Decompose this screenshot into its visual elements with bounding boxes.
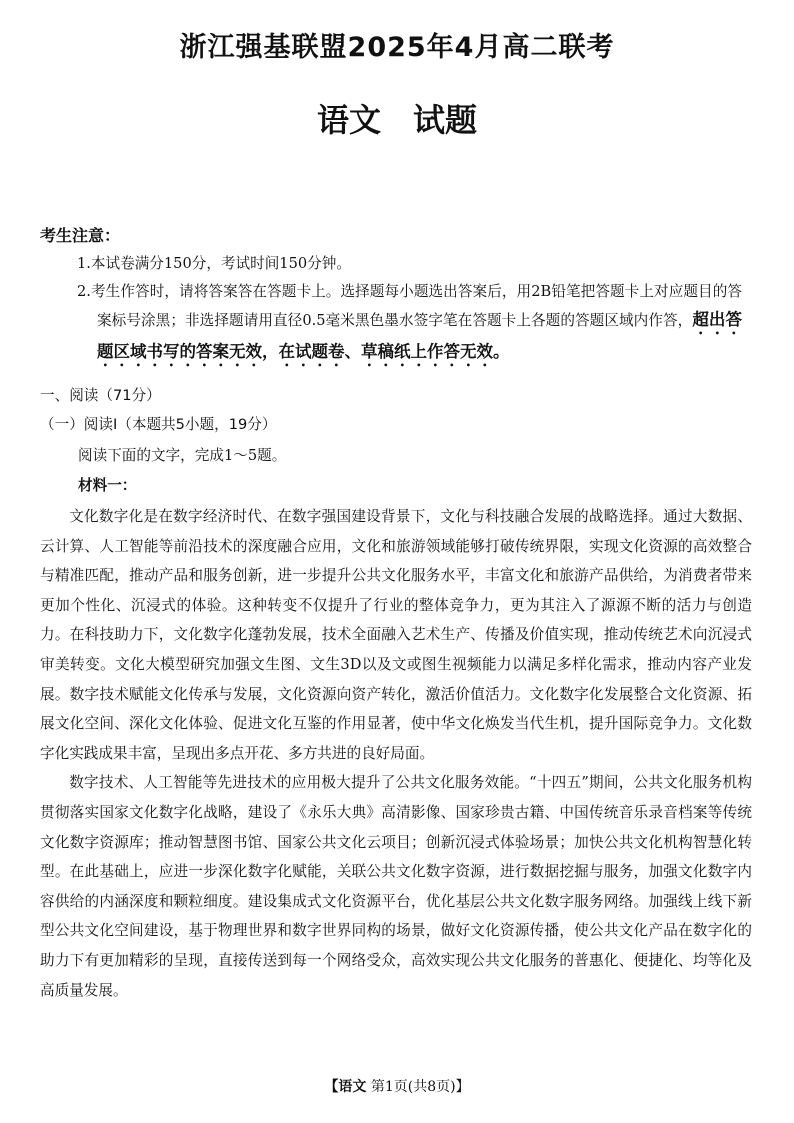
material-body [40,502,752,1005]
notice-item-1: 1.本试卷满分150分，考试时间150分钟。 [77,255,351,272]
notice-item-2 [77,278,742,370]
subject-title: 语文 试题 [316,101,477,139]
reading-heading: （一）阅读Ⅰ（本题共5小题，19分） [40,416,277,433]
section-heading: 一、阅读（71分） [40,387,161,404]
notice-list [77,250,742,370]
page-footer [0,1076,794,1098]
material-paragraph-1: 文化数字化是在数字经济时代、在数字强国建设背景下，文化与科技融合发展的战略选择。通过大数据、云计算、人工智能等前沿技术的深度融合应用，文化和旅游领域能够打破传统界限，实现文化资源的高效整合与精准匹配，推动产品和服务创新，进一步提升公共文化服务水平，丰富文化和旅游产品供给，为消费者带来更加个性化、沉浸式的体验。这种转变不仅提升了行业的整体竞争力，更为其注入了源源不断的活力与创造力。在科技助力下，文化数字化蓬勃发展，技术全面融入艺术生产、传播及价值实现，推动传统艺术向沉浸式审美转变。文化大模型研究加强文生图、文生3D以及文或图生视频能力以满足多样化需求，推动内容产业发展。数字技术赋能文化传承与发展，文化资源向资产转化，激活价值活力。文化数字化发展整合文化资源、拓展文化空间、深化文化体验、促进文化互鉴的作用显著，使中华文化焕发当代生机，提升国际竞争力。文化数字化实践成果丰富，呈现出多点开花、多方共进的良好局面。 [40,508,752,762]
exam-title: 浙江强基联盟2025年4月高二联考 [179,32,615,63]
notice-item-2-text: 2.考生作答时，请将答案答在答题卡上。选择题每小题选出答案后，用2B铅笔把答题卡上对应题目的答案标号涂黑；非选择题请用直径0.5毫米黑色墨水签字笔在答题卡上各题的答题区域内作答， [77,283,742,329]
material-label: 材料一： [78,477,137,494]
footer-page-info: 第1页(共8页)】 [370,1079,470,1095]
footer-subject: 【语文 [324,1079,367,1095]
reading-instruction: 阅读下面的文字，完成1～5题。 [78,447,287,464]
notice-item-2-emphasis: 超出答题区域书写的答案无效，在试题卷、草稿纸上作答无效。 [97,310,743,361]
material-paragraph-2: 数字技术、人工智能等先进技术的应用极大提升了公共文化服务效能。“十四五”期间，公共文化服务机构贯彻落实国家文化数字化战略，建设了《永乐大典》高清影像、国家珍贵古籍、中国传统音乐录音档案等传统文化数字资源库；推动智慧图书馆、国家公共文化云项目；创新沉浸式体验场景；加快公共文化机构智慧化转型。在此基础上，应进一步深化数字化赋能，关联公共文化数字资源，进行数据挖掘与服务，加强文化数字内容供给的内涵深度和颗粒细度。建设集成式文化资源平台，优化基层公共文化数字服务网络。加强线上线下新型公共文化空间建设，基于物理世界和数字世界同构的场景，做好文化资源传播，使公共文化产品在数字化的助力下有更加精彩的呈现，直接传送到每一个网络受众，高效实现公共文化服务的普惠化、便捷化、均等化及高质量发展。 [40,774,752,999]
notice-heading: 考生注意： [40,226,121,245]
